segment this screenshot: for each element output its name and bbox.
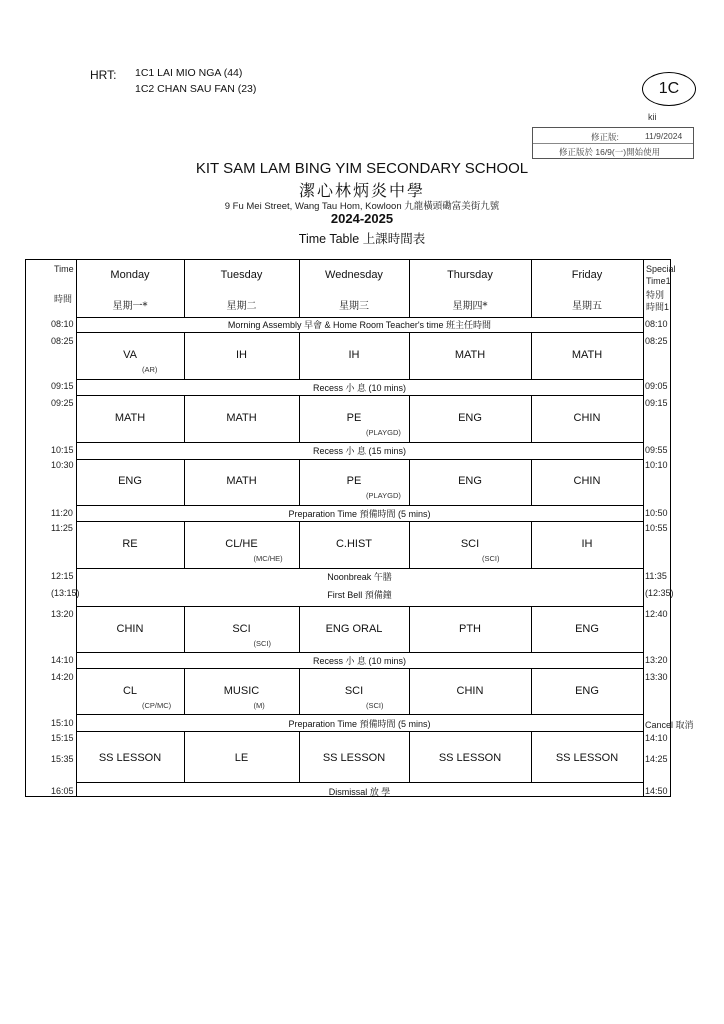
lesson-subject: SCI <box>460 538 480 550</box>
start-time: 10:30 <box>51 460 74 470</box>
special-time: 11:35 <box>645 571 667 581</box>
corner-time-label-cn: 時間 <box>54 294 73 304</box>
lesson-subject: LE <box>234 752 249 764</box>
day-name-cn: 星期四* <box>452 301 488 312</box>
start-time: 08:25 <box>51 336 74 346</box>
special-time: 09:05 <box>645 381 668 391</box>
lesson-subject: MATH <box>114 412 146 424</box>
lesson-subject: MATH <box>571 349 603 361</box>
lesson-subject: CHIN <box>116 623 144 635</box>
lesson-subject: SS LESSON <box>322 752 386 764</box>
start-time: 14:10 <box>51 655 74 665</box>
day-name: Monday <box>110 269 150 281</box>
school-year: 2024-2025 <box>330 211 394 226</box>
start-time: 09:25 <box>51 398 74 408</box>
special-time: (12:35) <box>645 588 674 598</box>
start-time: 09:15 <box>51 381 74 391</box>
day-name: Thursday <box>447 269 493 281</box>
row-divider <box>76 379 643 380</box>
start-time: 15:15 <box>51 733 74 743</box>
row-divider <box>76 652 643 653</box>
lesson-subject: ENG <box>118 475 142 487</box>
lesson-room: (PLAYGD) <box>366 428 401 437</box>
row-divider <box>76 505 643 506</box>
start-time: 15:35 <box>51 754 74 764</box>
lesson-subject: IH <box>348 349 360 361</box>
lesson-room: (M) <box>253 701 265 710</box>
lesson-subject: MATH <box>226 475 257 487</box>
lesson-subject: IH <box>581 538 593 550</box>
lesson-subject: SS LESSON <box>438 752 502 764</box>
revision-date: 11/9/2024 <box>645 131 683 141</box>
lesson-subject: MATH <box>226 412 257 424</box>
start-time: 11:25 <box>51 523 73 533</box>
special-time: 14:50 <box>645 786 668 796</box>
lesson-room: (MC/HE) <box>253 554 283 563</box>
special-time: 10:50 <box>645 508 668 518</box>
start-time: 08:10 <box>51 319 74 329</box>
day-name: Wednesday <box>325 269 383 281</box>
column-divider <box>76 260 77 796</box>
row-divider <box>76 714 643 715</box>
special-time-header: 時間1 <box>646 302 670 312</box>
start-time: (13:15) <box>51 588 80 598</box>
row-divider <box>76 668 643 669</box>
special-time: 12:40 <box>645 609 668 619</box>
start-time: 14:20 <box>51 672 74 682</box>
school-name-cn: 潔心林炳炎中學 <box>298 181 425 200</box>
start-time: 12:15 <box>51 571 74 581</box>
row-divider <box>76 459 643 460</box>
start-time: 10:15 <box>51 445 74 455</box>
break-bar: Recess 小 息 (15 mins) <box>312 446 407 456</box>
lesson-subject: SCI <box>232 623 251 635</box>
lesson-subject: SS LESSON <box>555 752 619 764</box>
break-bar: Recess 小 息 (10 mins) <box>312 383 407 393</box>
special-time: 10:10 <box>645 460 668 470</box>
lesson-subject: ENG <box>458 412 482 424</box>
special-time: 13:30 <box>645 672 668 682</box>
day-name-cn: 星期三 <box>339 301 369 312</box>
hrt-label: HRT: <box>90 68 117 82</box>
lesson-room: (PLAYGD) <box>366 491 401 500</box>
lesson-subject: PE <box>346 475 362 487</box>
special-time: 09:15 <box>645 398 668 408</box>
special-time: 14:10 <box>645 733 668 743</box>
lesson-subject: MATH <box>454 349 486 361</box>
special-time-header: Special <box>646 264 676 274</box>
special-time: 08:10 <box>645 319 668 329</box>
lesson-subject: C.HIST <box>335 538 373 550</box>
lesson-room: (SCI) <box>482 554 500 563</box>
revision-note: 修正版於 16/9(一)開始使用 <box>559 147 661 157</box>
column-divider <box>643 260 644 796</box>
lesson-room: (SCI) <box>366 701 384 710</box>
special-time: 14:25 <box>645 754 668 764</box>
break-bar: Preparation Time 預備時間 (5 mins) <box>288 509 431 519</box>
break-bar: Dismissal 放 學 <box>328 787 391 797</box>
break-bar: Recess 小 息 (10 mins) <box>312 656 407 666</box>
revision-label: 修正版: <box>591 132 619 142</box>
timetable-grid <box>25 259 694 797</box>
lesson-subject: CHIN <box>573 475 601 487</box>
special-time: 10:55 <box>645 523 668 533</box>
lesson-subject: IH <box>236 349 247 361</box>
hrt-line-2: 1C2 CHAN SAU FAN (23) <box>135 83 257 95</box>
lesson-subject: VA <box>123 349 137 361</box>
special-time: 13:20 <box>645 655 668 665</box>
lesson-subject: SCI <box>344 685 364 697</box>
row-divider <box>76 395 643 396</box>
special-time: 08:25 <box>645 336 668 346</box>
lesson-subject: RE <box>122 538 138 550</box>
start-time: 16:05 <box>51 786 74 796</box>
row-divider <box>76 521 643 522</box>
row-divider <box>76 731 643 732</box>
school-name-en: KIT SAM LAM BING YIM SECONDARY SCHOOL <box>195 160 529 177</box>
day-name-cn: 星期二 <box>226 301 257 312</box>
lesson-subject: CL/HE <box>225 538 258 550</box>
lesson-room: (CP/MC) <box>142 701 172 710</box>
row-divider <box>76 782 643 783</box>
special-time: 09:55 <box>645 445 668 455</box>
lesson-subject: PE <box>346 412 362 424</box>
day-name: Tuesday <box>220 269 263 281</box>
lesson-subject: ENG <box>575 623 599 635</box>
form-code: kii <box>648 112 657 122</box>
day-name: Friday <box>571 269 603 281</box>
lesson-subject: PTH <box>459 623 481 635</box>
timetable-title: Time Table 上課時間表 <box>298 232 426 246</box>
break-bar: Preparation Time 預備時間 (5 mins) <box>288 719 431 729</box>
school-address: 9 Fu Mei Street, Wang Tau Hom, Kowloon 九龍橫頭磡富美街九號 <box>224 201 500 212</box>
row-divider <box>76 606 643 607</box>
corner-time-label: Time <box>54 264 74 274</box>
lesson-room: (SCI) <box>253 639 271 648</box>
class-badge: 1C <box>642 72 696 106</box>
lesson-subject: CL <box>122 685 138 697</box>
day-name-cn: 星期一* <box>112 301 148 312</box>
break-bar: Morning Assembly 早會 & Home Room Teacher's time 班主任時間 <box>227 320 492 330</box>
row-divider <box>76 568 643 569</box>
start-time: 13:20 <box>51 609 74 619</box>
revision-box <box>532 127 694 159</box>
lesson-subject: CHIN <box>573 412 601 424</box>
start-time: 15:10 <box>51 718 74 728</box>
start-time: 11:20 <box>51 508 73 518</box>
special-time-header: Time1 <box>646 276 671 286</box>
lesson-subject: MUSIC <box>223 685 260 697</box>
break-bar: Noonbreak 午膳 <box>327 572 392 582</box>
lesson-subject: SS LESSON <box>98 752 162 764</box>
lesson-subject: ENG <box>575 685 599 697</box>
break-bar: First Bell 預備鐘 <box>327 590 392 600</box>
row-divider <box>76 332 643 333</box>
lesson-subject: ENG ORAL <box>325 623 383 635</box>
lesson-subject: ENG <box>458 475 482 487</box>
special-time-header: 特別 <box>646 290 665 300</box>
day-name-cn: 星期五 <box>572 301 602 312</box>
hrt-line-1: 1C1 LAI MIO NGA (44) <box>135 67 243 79</box>
lesson-room: (AR) <box>142 365 158 374</box>
special-time: Cancel 取消 <box>645 720 694 730</box>
lesson-subject: CHIN <box>456 685 484 697</box>
row-divider <box>76 442 643 443</box>
